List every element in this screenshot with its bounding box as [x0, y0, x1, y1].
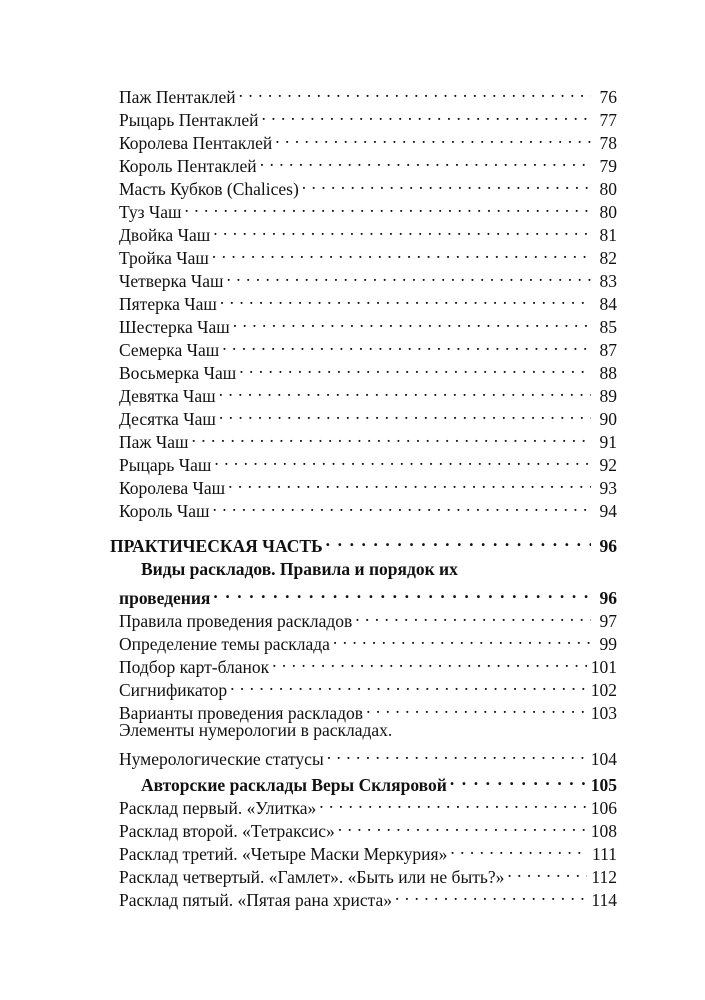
- dot-leader: [507, 860, 587, 883]
- dot-leader: [262, 103, 592, 126]
- dot-leader: [226, 264, 591, 287]
- toc-entry-page: 77: [599, 110, 617, 130]
- dot-leader: [338, 814, 587, 837]
- dot-leader: [326, 529, 591, 552]
- dot-leader: [192, 425, 592, 448]
- dot-leader: [239, 80, 591, 103]
- section-page: 96: [599, 536, 617, 556]
- toc-entry-page: 102: [590, 680, 617, 700]
- toc-entry-page: 80: [599, 179, 617, 199]
- toc-entry-title: Расклад пятый. «Пятая рана христа»: [119, 890, 393, 910]
- subsection-page: 105: [590, 775, 617, 795]
- toc-entry-page: 78: [599, 133, 617, 153]
- toc-entry-page: 88: [599, 363, 617, 383]
- toc-entry-page: 101: [590, 657, 617, 677]
- toc-entry-title: Расклад третий. «Четыре Маски Меркурия»: [119, 844, 448, 864]
- subsection-title: Авторские расклады Веры Скляровой: [141, 775, 447, 795]
- toc-entry-title: Королева Пентаклей: [119, 133, 273, 153]
- toc-entry-title: Паж Чаш: [119, 432, 189, 452]
- toc-entry-page: 91: [599, 432, 617, 452]
- toc-entry-title: Двойка Чаш: [119, 225, 211, 245]
- toc-entry-title: Определение темы расклада: [119, 634, 330, 654]
- toc-entry-page: 90: [599, 409, 617, 429]
- dot-leader: [228, 471, 591, 494]
- toc-entry-title: Масть Кубков (Chalices): [119, 179, 299, 199]
- toc-entry-title: Семерка Чаш: [119, 340, 220, 360]
- toc-entry-page: 114: [591, 890, 617, 910]
- toc-entry-title: Шестерка Чаш: [119, 317, 230, 337]
- toc-subsection-heading: [119, 768, 617, 795]
- toc-entry-page: 112: [591, 867, 617, 887]
- toc-entry-title: Подбор карт-бланок: [119, 657, 270, 677]
- toc-entry: [119, 218, 617, 245]
- dot-leader: [219, 402, 591, 425]
- dot-leader: [319, 791, 587, 814]
- dot-leader: [213, 494, 591, 517]
- dot-leader: [214, 448, 591, 471]
- dot-leader: [239, 356, 591, 379]
- table-of-contents: [110, 80, 617, 910]
- toc-entry-page: 97: [599, 611, 617, 631]
- dot-leader: [275, 126, 591, 149]
- dot-leader: [233, 310, 591, 333]
- toc-entry-title: Девятка Чаш: [119, 386, 216, 406]
- dot-leader: [212, 241, 591, 264]
- toc-entry-title: Королева Чаш: [119, 478, 226, 498]
- toc-entry-page: 103: [590, 703, 617, 723]
- toc-entry-page: 94: [599, 501, 617, 521]
- subsection-title-line2: проведения: [119, 588, 211, 608]
- toc-entry-page: 85: [599, 317, 617, 337]
- toc-entry-page: 76: [599, 87, 617, 107]
- dot-leader: [302, 172, 591, 195]
- toc-entry-page: 104: [590, 749, 617, 769]
- toc-entry-page: 92: [599, 455, 617, 475]
- toc-entry-title: Рыцарь Пентаклей: [119, 110, 259, 130]
- dot-leader: [260, 149, 591, 172]
- toc-entry-title: Тройка Чаш: [119, 248, 209, 268]
- section-title: ПРАКТИЧЕСКАЯ ЧАСТЬ: [110, 536, 323, 556]
- dot-leader: [333, 627, 591, 650]
- dot-leader: [213, 218, 591, 241]
- dot-leader: [184, 195, 591, 218]
- toc-entry: [119, 80, 617, 107]
- toc-entry-page: 84: [599, 294, 617, 314]
- toc-entry-title: Туз Чаш: [119, 202, 182, 222]
- toc-entry-title: Расклад первый. «Улитка»: [119, 798, 317, 818]
- toc-entry-title: Сигнификатор: [119, 680, 228, 700]
- numerology-title-line1: Элементы нумерологии в раскладах.: [119, 720, 393, 740]
- toc-section-heading: [110, 529, 617, 556]
- toc-entry-title: Четверка Чаш: [119, 271, 224, 291]
- toc-entry-title: Десятка Чаш: [119, 409, 216, 429]
- subsection-title-line1: Виды раскладов. Правила и порядок их: [141, 559, 458, 579]
- numerology-title-line2: Нумерологические статусы: [119, 749, 324, 769]
- dot-leader: [450, 768, 587, 791]
- dot-leader: [366, 696, 587, 719]
- dot-leader: [230, 673, 587, 696]
- dot-leader: [450, 837, 588, 860]
- toc-entry: [119, 742, 617, 769]
- toc-entry-page: 80: [599, 202, 617, 222]
- toc-entry-title: Варианты проведения раскладов: [119, 703, 364, 723]
- dot-leader: [327, 742, 587, 765]
- dot-leader: [219, 379, 591, 402]
- toc-entry-page: 111: [592, 844, 617, 864]
- dot-leader: [355, 604, 591, 627]
- dot-leader: [213, 581, 591, 604]
- toc-entry-page: 93: [599, 478, 617, 498]
- toc-entry-title: Паж Пентаклей: [119, 87, 236, 107]
- toc-entry-page: 87: [599, 340, 617, 360]
- toc-entry-page: 81: [599, 225, 617, 245]
- toc-entry: [119, 195, 617, 222]
- toc-entry-title: Король Чаш: [119, 501, 210, 521]
- toc-subsection-heading: [119, 581, 617, 608]
- toc-entry-page: 108: [590, 821, 617, 841]
- toc-entry-title: Рыцарь Чаш: [119, 455, 212, 475]
- toc-entry: [119, 448, 617, 475]
- toc-entry-title: Пятерка Чаш: [119, 294, 217, 314]
- toc-entry-page: 106: [590, 798, 617, 818]
- toc-entry-title: Расклад четвертый. «Гамлет». «Быть или не быть?»: [119, 867, 505, 887]
- subsection-page: 96: [599, 588, 617, 608]
- toc-entry-page: 89: [599, 386, 617, 406]
- toc-entry-title: Восьмерка Чаш: [119, 363, 237, 383]
- toc-entry-title: Король Пентаклей: [119, 156, 257, 176]
- toc-entry-page: 79: [599, 156, 617, 176]
- toc-entry-title: Расклад второй. «Тетраксис»: [119, 821, 335, 841]
- dot-leader: [395, 883, 587, 906]
- toc-entry-title: Правила проведения раскладов: [119, 611, 353, 631]
- toc-entry-page: 83: [599, 271, 617, 291]
- toc-entry-page: 82: [599, 248, 617, 268]
- toc-entry-page: 99: [599, 634, 617, 654]
- dot-leader: [222, 333, 591, 356]
- dot-leader: [220, 287, 591, 310]
- dot-leader: [272, 650, 587, 673]
- toc-entry: [119, 425, 617, 452]
